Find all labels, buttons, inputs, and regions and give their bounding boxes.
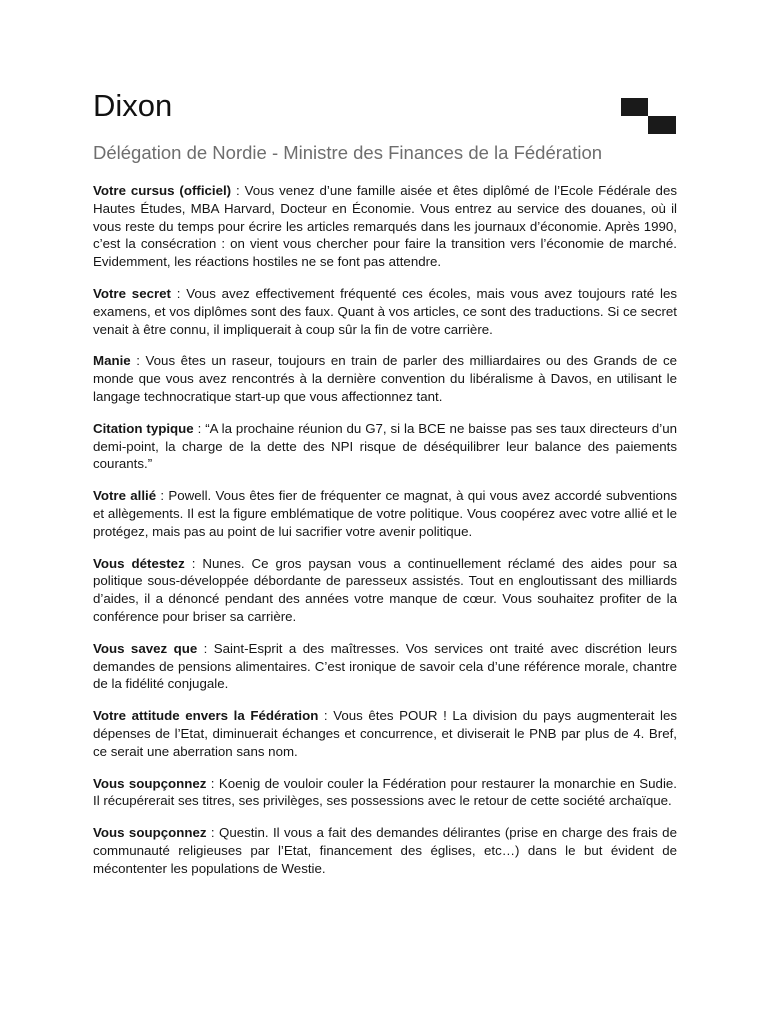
- section-label: Citation typique: [93, 420, 194, 436]
- section-text: Nunes. Ce gros paysan vous a continuellement réclamé des aides pour sa politique sous-développée débordante de paresseux assistés. Tout en engloutissant des milliards d’aides, il a dénoncé pendant des années votre manque de cœur. Vous souhaitez profiter de la conférence pour briser sa carrière.: [93, 555, 677, 624]
- section-text: Vous êtes un raseur, toujours en train de parler des milliardaires ou des Grands de ce monde que vous avez rencontrés à la dernière convention du libéralisme à Davos, en utilisant le langage technocratique start-up que vous affectionnez tant.: [93, 353, 677, 404]
- section-separator: :: [206, 775, 219, 791]
- section-separator: :: [184, 555, 203, 571]
- section-separator: :: [318, 708, 334, 724]
- logo-block-upper: [621, 98, 648, 116]
- section-detestez: [93, 555, 677, 626]
- section-text: Koenig de vouloir couler la Fédération pour restaurer la monarchie en Sudie. Il récupérerait ses titres, ses privilèges, ses possessions avec le retour de cette société archaïque.: [93, 775, 677, 809]
- section-text: Vous avez effectivement fréquenté ces écoles, mais vous avez toujours raté les examens, et vos diplômes sont des faux. Quant à vos articles, ce sont des traductions. Si ce secret venait à être connu, il impliquerait à coup sûr la fin de votre carrière.: [93, 285, 677, 337]
- section-label: Votre secret: [93, 285, 171, 301]
- section-separator: :: [156, 488, 169, 504]
- section-text: Saint-Esprit a des maîtresses. Vos services ont traité avec discrétion leurs demandes de pensions alimentaires. C’est ironique de savoir cela d’une référence morale, chantre de la fidélité conjugale.: [93, 640, 678, 692]
- section-label: Vous soupçonnez: [93, 825, 207, 841]
- section-soupconnez-1: [93, 775, 677, 811]
- section-attitude: [93, 707, 677, 760]
- section-label: Vous détestez: [93, 555, 185, 571]
- section-text: Questin. Il vous a fait des demandes délirantes (prise en charge des frais de communauté religieuses par l’Etat, financement des églises, etc…) dans le but évident de mécontenter les populations de Westie.: [93, 825, 677, 876]
- page-title: Dixon: [93, 88, 173, 123]
- section-secret: [93, 285, 677, 338]
- section-text: Vous êtes POUR ! La division du pays augmenterait les dépenses de l’Etat, diminuerait échanges et concurrence, et diviserait le PNB par plus de 4. Bref, ce serait une aberration sans nom.: [93, 708, 677, 759]
- section-allie: [93, 487, 677, 540]
- section-separator: :: [197, 640, 214, 656]
- section-label: Votre cursus (officiel): [93, 183, 232, 198]
- section-citation: [93, 420, 677, 473]
- logo-block-lower: [648, 116, 676, 134]
- section-cursus: [93, 182, 677, 271]
- section-soupconnez-2: [93, 824, 677, 877]
- section-separator: :: [130, 353, 146, 369]
- section-separator: :: [206, 825, 220, 841]
- section-separator: :: [193, 420, 206, 436]
- section-text: “A la prochaine réunion du G7, si la BCE ne baisse pas ses taux directeurs d’un demi-point, la charge de la dette des NPI risque de déséquilibrer leur balance des paiements courants.”: [93, 420, 677, 472]
- section-manie: [93, 352, 677, 405]
- section-label: Votre attitude envers la Fédération: [93, 708, 319, 724]
- section-savez: [93, 640, 677, 693]
- section-label: Votre allié: [93, 488, 157, 504]
- logo-blocks: [619, 98, 677, 136]
- section-text: Vous venez d’une famille aisée et êtes diplômé de l’Ecole Fédérale des Hautes Études, MBA Harvard, Docteur en Économie. Vous entrez au service des douanes, où il vous reste du temps pour écrire les articles remarqués dans les journaux d’économie. Après 1990, c’est la consécration : on vient vous chercher pour faire la transition vers l’économie de marché. Evidemment, les réactions hostiles ne se font pas attendre.: [93, 183, 677, 270]
- section-separator: :: [170, 285, 187, 301]
- section-label: Vous savez que: [93, 640, 198, 656]
- section-label: Vous soupçonnez: [93, 775, 207, 791]
- document-body: [93, 182, 677, 892]
- section-text: Powell. Vous êtes fier de fréquenter ce magnat, à qui vous avez accordé subventions et allègements. Il est la figure emblématique de votre politique. Vous coopérez avec votre allié et le protégez, mais pas au point de lui sacrifier votre avenir politique.: [93, 488, 677, 539]
- page-subtitle: Délégation de Nordie - Ministre des Finances de la Fédération: [93, 142, 603, 163]
- section-label: Manie: [93, 353, 131, 369]
- section-separator: :: [231, 183, 245, 198]
